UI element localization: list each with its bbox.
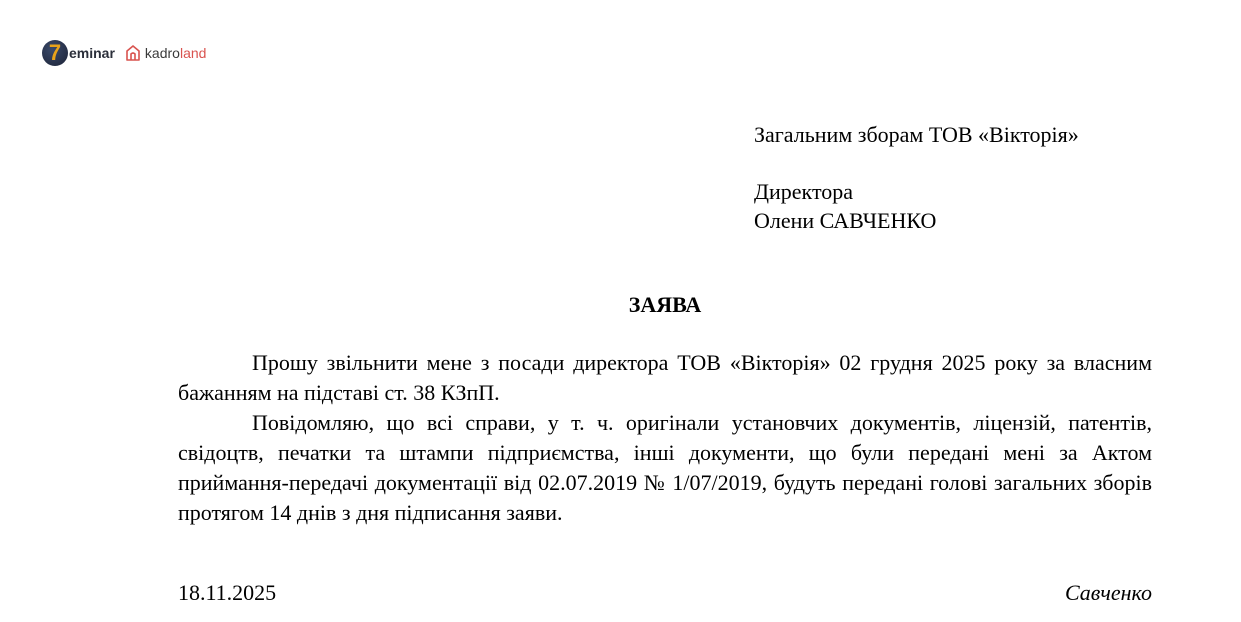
seminar-logo-text: eminar: [69, 45, 115, 61]
document-date: 18.11.2025: [178, 580, 277, 605]
land-text: land: [179, 45, 207, 61]
signature: Савченко: [1064, 580, 1152, 605]
header-logos: [42, 40, 206, 66]
addressee-block: [754, 120, 1079, 235]
body-paragraph: Повідомляю, що всі справи, у т. ч. оригінали установчих документів, ліцензій, патентів, свідоцтв, печатки та штампи підприємства, інші документи, що були передані мені за Актом приймання-передачі документації від 02.07.2019 № 1/07/2019, будуть передані голові загальних зборів протягом 14 днів з дня підписання заяви.: [178, 410, 1152, 525]
house-icon: [125, 44, 141, 62]
kadroland-logo-text: [145, 45, 207, 61]
addressee-position: Директора: [754, 179, 854, 204]
kadro-text: kadro: [144, 45, 180, 61]
document-title: ЗАЯВА: [628, 292, 702, 317]
addressee-name: Олени САВЧЕНКО: [754, 208, 937, 233]
body-paragraph: Прошу звільнити мене з посади директора ТОВ «Вікторія» 02 грудня 2025 року за власним бажанням на підставі ст. 38 КЗпП.: [178, 350, 1152, 405]
seven-badge-icon: 7: [42, 40, 68, 66]
kadroland-logo: [125, 44, 207, 62]
document-body: [178, 348, 1152, 528]
addressee-recipient: Загальним зборам ТОВ «Вікторія»: [754, 122, 1079, 147]
seminar-logo: [42, 40, 115, 66]
